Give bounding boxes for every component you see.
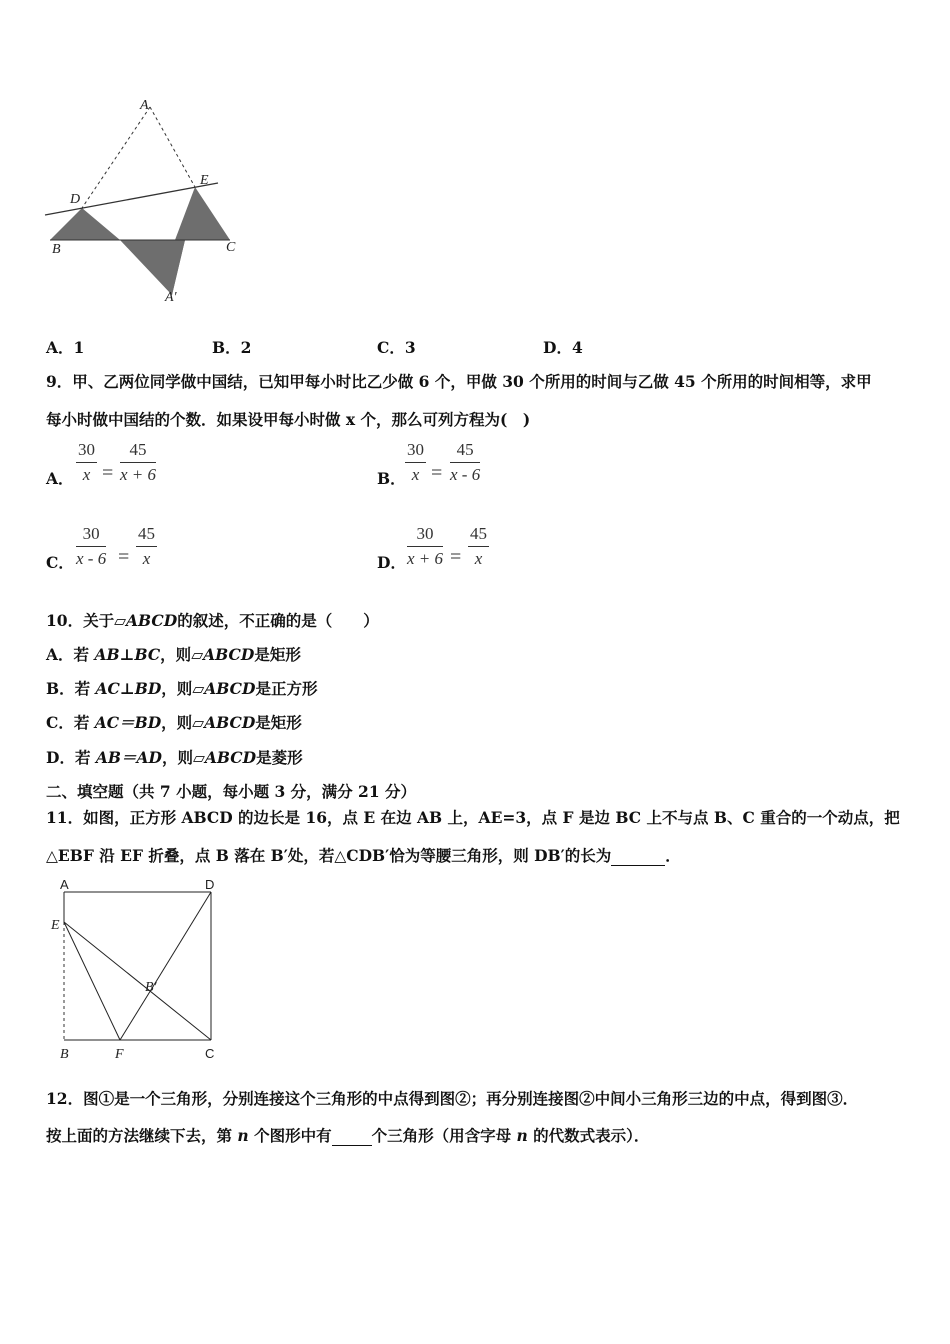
label-e: E <box>51 918 60 933</box>
q11-stem-line2 <box>46 844 681 866</box>
numerator: 45 <box>450 440 480 463</box>
option-condition: AC＝BD <box>94 713 162 732</box>
numerator: 30 <box>405 440 426 463</box>
option-pre: C．若 <box>46 713 95 732</box>
label-d: D <box>205 877 215 892</box>
numerator: 45 <box>468 524 489 547</box>
line-ec <box>64 922 211 1040</box>
denominator: x - 6 <box>76 549 107 568</box>
option-pre: B．若 <box>46 679 96 698</box>
q10-stem <box>46 609 379 631</box>
numerator: 45 <box>120 440 156 463</box>
option-shape: ▱ABCD <box>192 748 257 767</box>
variable-n: n <box>237 1126 249 1145</box>
q12-line2-mid: 个图形中有 <box>248 1126 332 1145</box>
q9-option-a-right-fraction <box>120 440 156 485</box>
q10-option-d <box>46 746 303 768</box>
q9-option-c-left-fraction <box>76 524 106 569</box>
option-post: 是正方形 <box>255 679 318 698</box>
option-mid: ，则 <box>161 679 193 698</box>
shaded-region-center <box>120 240 185 295</box>
figure-folded-triangle <box>40 95 260 310</box>
variable-n: n <box>516 1126 528 1145</box>
q9-option-a-left-fraction <box>76 440 97 485</box>
q10-stem-math: ▱ABCD <box>114 611 178 630</box>
numerator: 30 <box>407 524 443 547</box>
label-d: D <box>70 192 81 207</box>
label-b-prime: B′ <box>145 980 157 995</box>
q8-option-c: C．3 <box>377 338 416 357</box>
option-condition: AC⊥BD <box>95 679 162 698</box>
q9-option-c-right-fraction <box>136 524 157 569</box>
label-e: E <box>200 173 209 188</box>
q11-line2-post: ． <box>665 846 681 865</box>
q11-line2-pre: △EBF 沿 EF 折叠，点 B 落在 B′处，若△CDB′恰为等腰三角形，则 DB′的长为 <box>46 846 612 865</box>
option-shape: ▱ABCD <box>191 645 255 664</box>
q9-option-a-letter: A． <box>46 469 74 488</box>
option-post: 是菱形 <box>256 748 303 767</box>
denominator: x <box>82 465 91 484</box>
equals-sign: = <box>431 462 443 484</box>
q8-option-b: B．2 <box>212 338 252 357</box>
denominator: x <box>474 549 483 568</box>
option-shape: ▱ABCD <box>192 679 256 698</box>
label-f: F <box>115 1047 124 1062</box>
denominator: x <box>411 465 420 484</box>
q9-option-b-letter: B． <box>377 469 406 488</box>
denominator: x + 6 <box>407 549 444 568</box>
q12-stem-line1: 12．图①是一个三角形，分别连接这个三角形的中点得到图②；再分别连接图②中间小三角形三边的中点，得到图③． <box>46 1089 859 1108</box>
label-c: C <box>226 240 236 255</box>
equals-sign: = <box>450 546 462 568</box>
label-c: C <box>205 1046 215 1061</box>
option-mid: ，则 <box>161 713 193 732</box>
q9-option-d-letter: D． <box>377 553 406 572</box>
q8-option-a: A．1 <box>46 338 85 357</box>
option-pre: D．若 <box>46 748 96 767</box>
numerator: 30 <box>76 524 106 547</box>
dashed-line-ad <box>82 107 150 208</box>
equals-sign: = <box>118 546 130 568</box>
q9-option-b-right-fraction <box>450 440 480 485</box>
option-condition: AB＝AD <box>95 748 162 767</box>
numerator: 45 <box>136 524 157 547</box>
q10-option-a <box>46 643 301 665</box>
line-ef <box>64 922 120 1040</box>
label-a: A <box>140 98 149 113</box>
q10-option-b <box>46 677 317 699</box>
denominator: x <box>142 549 151 568</box>
line-b-prime-d <box>154 892 211 985</box>
q12-line2-post: 个三角形（用含字母 <box>371 1126 517 1145</box>
q9-stem-line1: 9．甲、乙两位同学做中国结，已知甲每小时比乙少做 6 个，甲做 30 个所用的时间与乙做 45 个所用的时间相等，求甲 <box>46 372 872 391</box>
option-mid: ，则 <box>161 748 193 767</box>
numerator: 30 <box>76 440 97 463</box>
q12-line2-pre: 按上面的方法继续下去，第 <box>46 1126 238 1145</box>
q12-stem-line2 <box>46 1124 649 1146</box>
q10-option-c <box>46 711 302 733</box>
denominator: x - 6 <box>450 465 481 484</box>
label-a-prime: A′ <box>165 290 177 305</box>
label-b: B <box>60 1047 69 1062</box>
q11-stem-line1: 11．如图，正方形 ABCD 的边长是 16，点 E 在边 AB 上，AE=3，点 F 是边 BC 上不与点 B、C 重合的一个动点，把 <box>46 808 900 827</box>
option-post: 是矩形 <box>255 713 302 732</box>
q10-stem-post: 的叙述，不正确的是（ ） <box>177 611 379 630</box>
option-shape: ▱ABCD <box>192 713 256 732</box>
option-post: 是矩形 <box>254 645 301 664</box>
q10-stem-pre: 10．关于 <box>46 611 115 630</box>
q9-option-d-right-fraction <box>468 524 489 569</box>
option-mid: ，则 <box>160 645 192 664</box>
dashed-line-ae <box>150 107 195 187</box>
q9-stem-line2: 每小时做中国结的个数．如果设甲每小时做 x 个，那么可列方程为( ) <box>46 410 531 429</box>
q9-option-b-left-fraction <box>405 440 426 485</box>
answer-blank[interactable] <box>332 1126 372 1146</box>
equals-sign: = <box>102 462 114 484</box>
label-b: B <box>52 242 61 257</box>
q9-option-c-letter: C． <box>46 553 74 572</box>
section-title: 二、填空题（共 7 小题，每小题 3 分，满分 21 分） <box>46 782 417 801</box>
answer-blank[interactable] <box>611 846 665 866</box>
label-a: A <box>60 877 69 892</box>
shaded-region-right <box>175 187 230 240</box>
q9-option-d-left-fraction <box>407 524 443 569</box>
option-condition: AB⊥BC <box>94 645 161 664</box>
q12-line2-end: 的代数式表示）． <box>527 1126 650 1145</box>
denominator: x + 6 <box>120 465 157 484</box>
option-pre: A．若 <box>46 645 95 664</box>
figure-square-fold <box>48 875 228 1065</box>
q8-option-d: D．4 <box>543 338 583 357</box>
